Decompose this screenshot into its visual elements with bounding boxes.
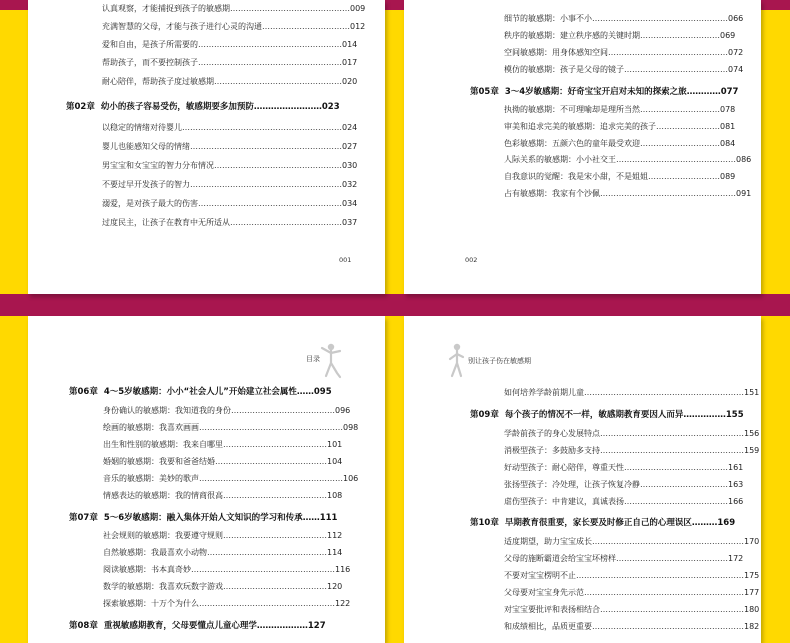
toc-entry: 耐心陪伴，帮助孩子度过敏感期…………………………………………020 [102, 77, 358, 86]
toc-entry: 学龄前孩子的身心发展特点………………………………………………156 [504, 429, 760, 438]
toc-entry: 好动型孩子：耐心陪伴，尊重天性…………………………………161 [504, 463, 744, 472]
chapter-heading: 第08章 重视敏感期教育，父母要懂点儿童心理学………………127 [69, 621, 326, 631]
toc-entry: 阅读敏感期：书本真奇妙………………………………………………116 [103, 565, 351, 574]
toc-entry: 男宝宝和女宝宝的智力分布情况…………………………………………030 [102, 161, 358, 170]
chapter-heading: 第07章 5～6岁敏感期：融入集体开始人文知识的学习和传承……111 [69, 513, 338, 523]
toc-entry: 对宝宝要批评和表扬相结合………………………………………………180 [504, 605, 760, 614]
dancing-child-figure [319, 342, 343, 380]
toc-entry: 认真观察，才能捕捉到孩子的敏感期………………………………………009 [102, 4, 366, 13]
chapter-heading: 第09章 每个孩子的情况不一样，敏感期教育要因人而异……………155 [470, 410, 744, 420]
page-number: 001 [339, 256, 352, 264]
toc-page-001 [28, 0, 385, 294]
toc-entry: 适度期望，助力宝宝成长…………………………………………………170 [504, 537, 760, 546]
toc-entry: 数学的敏感期：我喜欢玩数字游戏…………………………………120 [103, 582, 343, 591]
toc-entry: 人际关系的敏感期：小小社交王………………………………………086 [504, 155, 752, 164]
toc-page-continued [404, 316, 761, 643]
toc-entry: 自我意识的觉醒：我是宋小甜，不是姐姐………………………089 [504, 172, 736, 181]
toc-entry: 充满智慧的父母，才能与孩子进行心灵的沟通……………………………012 [102, 22, 366, 31]
toc-entry: 父母的施断霸道会给宝宝坏榜样……………………………………172 [504, 554, 744, 563]
toc-entry: 不要过早开发孩子的智力…………………………………………………032 [102, 180, 358, 189]
toc-entry: 空间敏感期：用身体感知空间………………………………………072 [504, 48, 744, 57]
toc-entry: 社会规则的敏感期：我要遵守规则…………………………………112 [103, 531, 343, 540]
toc-entry: 自然敏感期：我最喜欢小动物………………………………………114 [103, 548, 343, 557]
toc-entry: 婚姻的敏感期：我要和爸爸结婚……………………………………104 [103, 457, 343, 466]
toc-entry: 绘画的敏感期：我喜欢画画………………………………………………098 [103, 423, 359, 432]
toc-entry: 秩序的敏感期：建立秩序感的关键时期…………………………069 [504, 31, 736, 40]
toc-entry: 帮助孩子，而不要控制孩子………………………………………………017 [102, 58, 358, 67]
toc-entry: 溺爱，是对孩子最大的伤害………………………………………………034 [102, 199, 358, 208]
toc-entry: 父母要对宝宝身先示范……………………………………………………177 [504, 588, 760, 597]
chapter-heading: 第05章 3～4岁敏感期：好奇宝宝开启对未知的探索之旅…………077 [470, 87, 739, 97]
running-header: 别让孩子伤在敏感期 [468, 357, 531, 365]
toc-entry: 虐伤型孩子：中肯建议，真诚表扬…………………………………166 [504, 497, 744, 506]
toc-entry: 音乐的敏感期：美妙的歌声………………………………………………106 [103, 474, 359, 483]
toc-entry: 消极型孩子：多鼓励多支持………………………………………………159 [504, 446, 760, 455]
chapter-heading: 第06章 4～5岁敏感期：小小“社会人儿”开始建立社会属性……095 [69, 387, 332, 397]
toc-entry: 过度民主，让孩子在教育中无所适从……………………………………037 [102, 218, 358, 227]
toc-entry: 细节的敏感期：小事不小……………………………………………066 [504, 14, 744, 23]
toc-entry: 出生和性别的敏感期：我来自哪里…………………………………101 [103, 440, 343, 449]
toc-entry: 探索敏感期：十万个为什么……………………………………………122 [103, 599, 351, 608]
toc-entry: 执拗的敏感期：不可理喻却是理所当然…………………………078 [504, 105, 736, 114]
toc-page-002 [404, 0, 761, 294]
toc-entry: 身份确认的敏感期：我知道我的身份…………………………………096 [103, 406, 351, 415]
toc-entry: 如何培养学龄前期儿童……………………………………………………151 [504, 388, 760, 397]
toc-entry: 色彩敏感期：五颜六色的童年最受欢迎…………………………084 [504, 139, 736, 148]
toc-entry: 以稳定的情绪对待婴儿……………………………………………………024 [102, 123, 358, 132]
toc-page-contents [28, 316, 385, 643]
toc-entry: 审美和追求完美的敏感期：追求完美的孩子……………………081 [504, 122, 736, 131]
running-header: 目录 [306, 355, 320, 363]
toc-entry: 张扬型孩子：冷处理，让孩子恢复冷静……………………………163 [504, 480, 744, 489]
toc-entry: 和成绩相比，品质更重要…………………………………………………182 [504, 622, 760, 631]
page-number: 002 [465, 256, 478, 264]
toc-entry: 婴儿也能感知父母的情绪…………………………………………………027 [102, 142, 358, 151]
toc-entry: 情感表达的敏感期：我的情商很高…………………………………108 [103, 491, 343, 500]
middle-band [0, 294, 790, 316]
toc-entry: 爱和自由，是孩子所需要的………………………………………………014 [102, 40, 358, 49]
walking-child-figure [446, 342, 468, 380]
toc-entry: 模仿的敏感期：孩子是父母的镜子…………………………………074 [504, 65, 744, 74]
chapter-heading: 第10章 早期教育很重要，家长要及时修正自己的心理误区………169 [470, 518, 736, 528]
toc-entry: 不要对宝宝楞明不止………………………………………………………175 [504, 571, 760, 580]
chapter-heading: 第02章 幼小的孩子容易受伤，敏感期要多加预防……………………023 [66, 102, 340, 112]
toc-entry: 占有敏感期：我家有个沙佩……………………………………………091 [504, 189, 752, 198]
